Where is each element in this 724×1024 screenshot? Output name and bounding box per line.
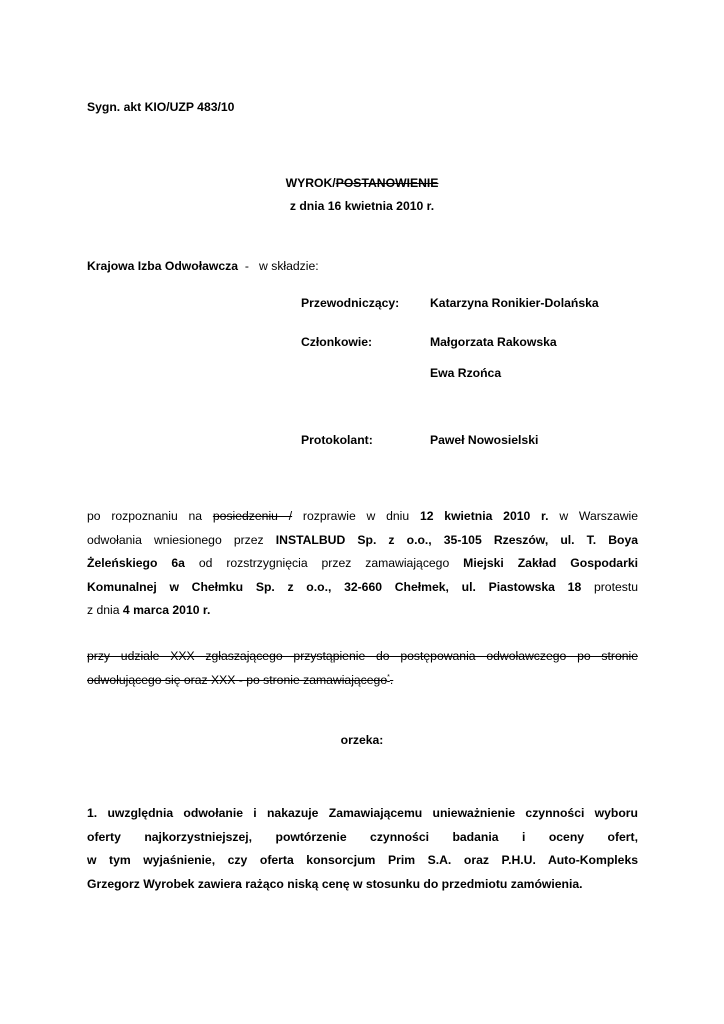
contracting-authority-name: Miejski Zakład Gospodarki	[463, 556, 638, 570]
participation-line-1: przy udziale XXX zgłaszającego przystąpienie do postępowania odwoławczego po stronie	[87, 649, 638, 663]
recital-line-4	[87, 576, 638, 600]
ruling-line-2: oferty najkorzystniejszej, powtórzenie czynności badania i oceny ofert,	[87, 829, 638, 844]
ruling-heading: orzeka:	[340, 733, 384, 747]
participation-text: .	[389, 672, 394, 687]
member-2-name: Ewa Rzońca	[430, 366, 502, 380]
recital-line-5	[87, 599, 638, 623]
ruling-line-4: Grzegorz Wyrobek zawiera rażąco niską cenę w stosunku do przedmiotu zamówienia.	[87, 876, 583, 891]
recital-struck-text: posiedzeniu /	[212, 509, 293, 523]
chair-label: Przewodniczący:	[301, 296, 400, 310]
member-1-name: Małgorzata Rakowska	[430, 335, 557, 349]
recital-text: protestu	[593, 579, 638, 594]
chamber-composition: w składzie:	[259, 259, 319, 273]
ruling-point-1	[87, 802, 638, 896]
ruling-line-3: w tym wyjaśnienie, czy oferta konsorcjum Prim S.A. oraz P.H.U. Auto-Kompleks	[87, 853, 638, 867]
ruling-line-1: 1. uwzględnia odwołanie i nakazuje Zamawiającemu unieważnienie czynności wyboru	[87, 806, 638, 820]
recital-text: w Warszawie	[559, 509, 639, 523]
contracting-authority-address: Komunalnej w Chełmku Sp. z o.o., 32-660 Chełmek, ul. Piastowska 18	[87, 579, 582, 594]
judgment-date: z dnia 16 kwietnia 2010 r.	[289, 199, 435, 213]
recital-paragraph	[87, 505, 638, 623]
recital-line-3	[87, 552, 638, 576]
protest-date: 4 marca 2010 r.	[122, 603, 211, 617]
appellant-name: INSTALBUD Sp. z o.o., 35-105 Rzeszów, ul. T. Boya	[275, 532, 639, 547]
participation-text: odwołującego się oraz XXX - po stronie zamawiającego	[87, 672, 388, 687]
footnote-mark: *	[387, 673, 390, 681]
judgment-title	[0, 176, 724, 190]
chamber-name: Krajowa Izba Odwoławcza	[87, 259, 239, 273]
recital-text: odwołania wniesionego przez	[87, 532, 264, 547]
clerk-name: Paweł Nowosielski	[430, 433, 539, 447]
recital-text: od rozstrzygnięcia przez zamawiającego	[198, 556, 450, 570]
recital-line-2	[87, 529, 638, 553]
case-reference: Sygn. akt KIO/UZP 483/10	[87, 100, 235, 114]
participation-line-2	[87, 669, 638, 693]
recital-text: z dnia	[87, 603, 120, 617]
chamber-separator: -	[244, 259, 249, 273]
recital-text: rozprawie w dniu	[302, 509, 410, 523]
recital-line-1	[87, 505, 638, 529]
clerk-label: Protokolant:	[301, 433, 373, 447]
recital-text: po rozpoznaniu na	[87, 509, 203, 523]
chamber-line	[87, 259, 319, 273]
hearing-date: 12 kwietnia 2010 r.	[419, 509, 549, 523]
title-active: WYROK/	[285, 176, 336, 190]
members-label: Członkowie:	[301, 335, 373, 349]
participation-paragraph	[87, 645, 638, 692]
title-struck: POSTANOWIENIE	[335, 176, 439, 190]
appellant-address: Żeleńskiego 6a	[87, 556, 185, 570]
chair-name: Katarzyna Ronikier-Dolańska	[430, 296, 599, 310]
